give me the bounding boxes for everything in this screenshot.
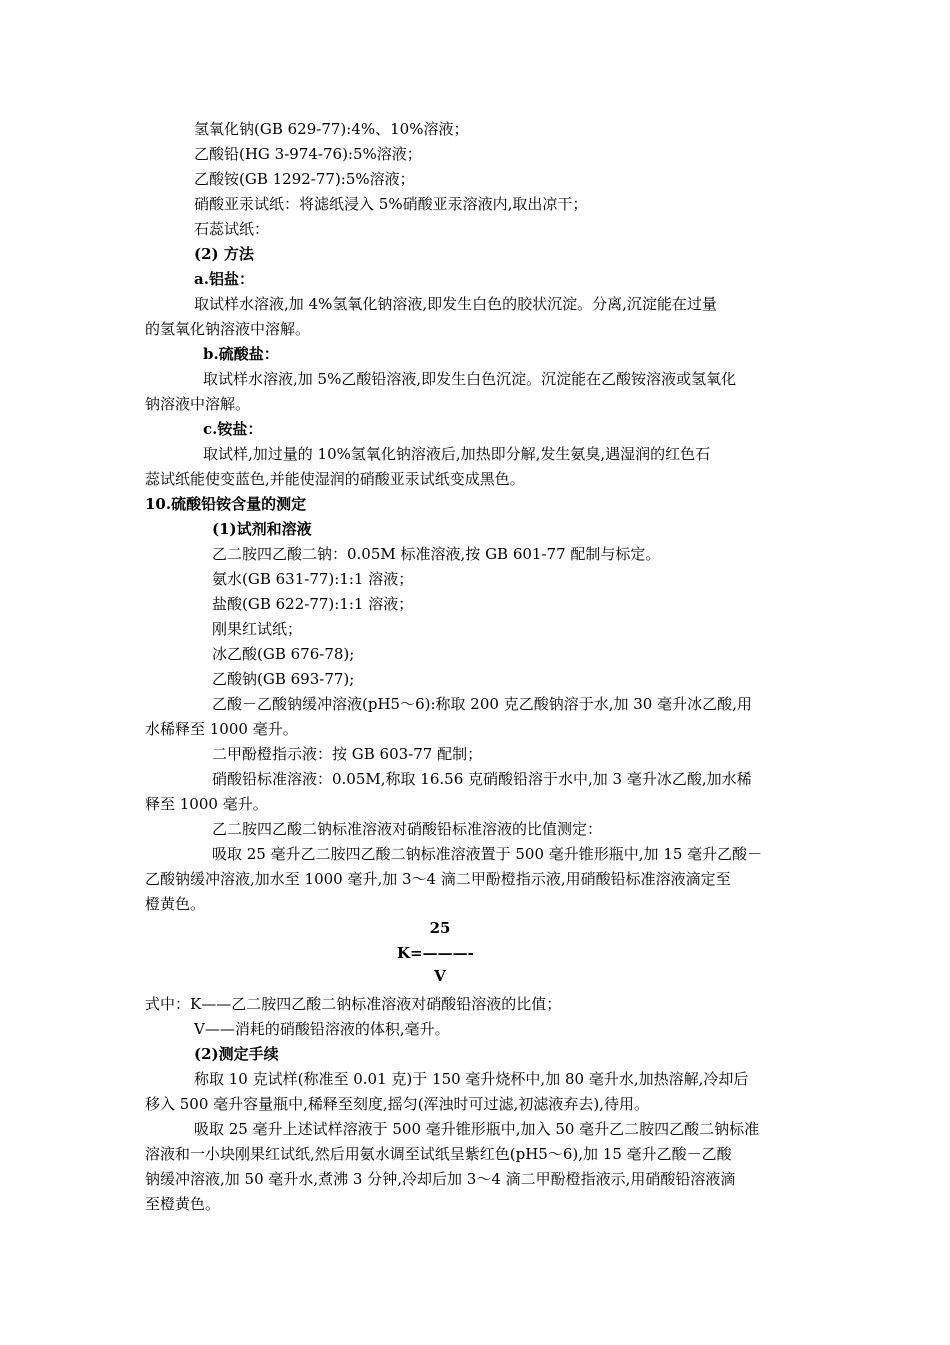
text-line: 乙酸铵(GB 1292-77):5%溶液； (194, 170, 415, 188)
formula-denominator: V (434, 967, 446, 985)
text-line: 称取 10 克试样(称准至 0.01 克)于 150 毫升烧杯中,加 80 毫升水,加热溶解,冷却后 (194, 1070, 749, 1088)
text-line: 溶液和一小块刚果红试纸,然后用氨水调至试纸呈紫红色(pH5～6),加 15 毫升乙酸－乙酸 (145, 1145, 732, 1163)
subsection-heading: a.铝盐： (194, 270, 254, 288)
text-line: 至橙黄色。 (145, 1195, 221, 1213)
text-line: 水稀释至 1000 毫升。 (145, 720, 298, 738)
text-line: 乙酸铅(HG 3-974-76):5%溶液； (194, 145, 422, 163)
text-line: 释至 1000 毫升。 (145, 795, 268, 813)
text-line: 石蕊试纸： (194, 220, 270, 238)
text-line: 的氢氧化钠溶液中溶解。 (145, 320, 311, 338)
section-heading: 10.硫酸铅铵含量的测定 (145, 495, 307, 513)
formula-numerator: 25 (429, 919, 451, 937)
text-line: 乙二胺四乙酸二钠：0.05M 标准溶液,按 GB 601-77 配制与标定。 (212, 545, 661, 563)
text-line: 硝酸铅标准溶液：0.05M,称取 16.56 克硝酸铅溶于水中,加 3 毫升冰乙酸,加水稀 (212, 770, 752, 788)
text-line: 刚果红试纸； (212, 620, 303, 638)
text-line: 硝酸亚汞试纸：将滤纸浸入 5%硝酸亚汞溶液内,取出凉干； (194, 195, 588, 213)
text-line: 氨水(GB 631-77):1:1 溶液； (212, 570, 414, 588)
text-line: 乙酸－乙酸钠缓冲溶液(pH5～6):称取 200 克乙酸钠溶于水,加 30 毫升冰乙酸,用 (212, 695, 752, 713)
text-line: 盐酸(GB 622-77):1:1 溶液； (212, 595, 414, 613)
text-line: 橙黄色。 (145, 895, 206, 913)
text-line: 移入 500 毫升容量瓶中,稀释至刻度,摇匀(浑浊时可过滤,初滤液弃去),待用。 (145, 1095, 649, 1113)
text-line: 乙二胺四乙酸二钠标准溶液对硝酸铅标准溶液的比值测定： (212, 820, 603, 838)
text-line: V——消耗的硝酸铅溶液的体积,毫升。 (194, 1020, 450, 1038)
text-line: 取试样,加过量的 10%氢氧化钠溶液后,加热即分解,发生氨臭,遇湿润的红色石 (203, 445, 711, 463)
text-line: 氢氧化钠(GB 629-77):4%、10%溶液； (194, 120, 469, 138)
formula-line: K=———- (397, 944, 474, 962)
text-line: 冰乙酸(GB 676-78); (212, 645, 355, 663)
text-line: 二甲酚橙指示液：按 GB 603-77 配制； (212, 745, 483, 763)
text-line: 取试样水溶液,加 4%氢氧化钠溶液,即发生白色的胶状沉淀。分离,沉淀能在过量 (194, 295, 717, 313)
text-line: 蕊试纸能使变蓝色,并能使湿润的硝酸亚汞试纸变成黑色。 (145, 470, 525, 488)
subsection-heading: b.硫酸盐： (203, 345, 279, 363)
text-line: 钠溶液中溶解。 (145, 395, 251, 413)
section-heading: (2) 方法 (194, 245, 254, 263)
text-line: 乙酸钠(GB 693-77); (212, 670, 355, 688)
text-line: 吸取 25 毫升乙二胺四乙酸二钠标准溶液置于 500 毫升锥形瓶中,加 15 毫升乙酸－ (212, 845, 763, 863)
text-line: 吸取 25 毫升上述试样溶液于 500 毫升锥形瓶中,加入 50 毫升乙二胺四乙酸二钠标准 (194, 1120, 760, 1138)
text-line: 式中：K——乙二胺四乙酸二钠标准溶液对硝酸铅溶液的比值； (145, 995, 562, 1013)
subsection-heading: (2)测定手续 (194, 1045, 279, 1063)
text-line: 钠缓冲溶液,加 50 毫升水,煮沸 3 分钟,冷却后加 3～4 滴二甲酚橙指液示,用硝酸铅溶液滴 (145, 1170, 736, 1188)
text-line: 乙酸钠缓冲溶液,加水至 1000 毫升,加 3～4 滴二甲酚橙指示液,用硝酸铅标准溶液滴定至 (145, 870, 731, 888)
subsection-heading: c.铵盐： (203, 420, 263, 438)
subsection-heading: (1)试剂和溶液 (212, 520, 312, 538)
text-line: 取试样水溶液,加 5%乙酸铅溶液,即发生白色沉淀。沉淀能在乙酸铵溶液或氢氧化 (203, 370, 737, 388)
